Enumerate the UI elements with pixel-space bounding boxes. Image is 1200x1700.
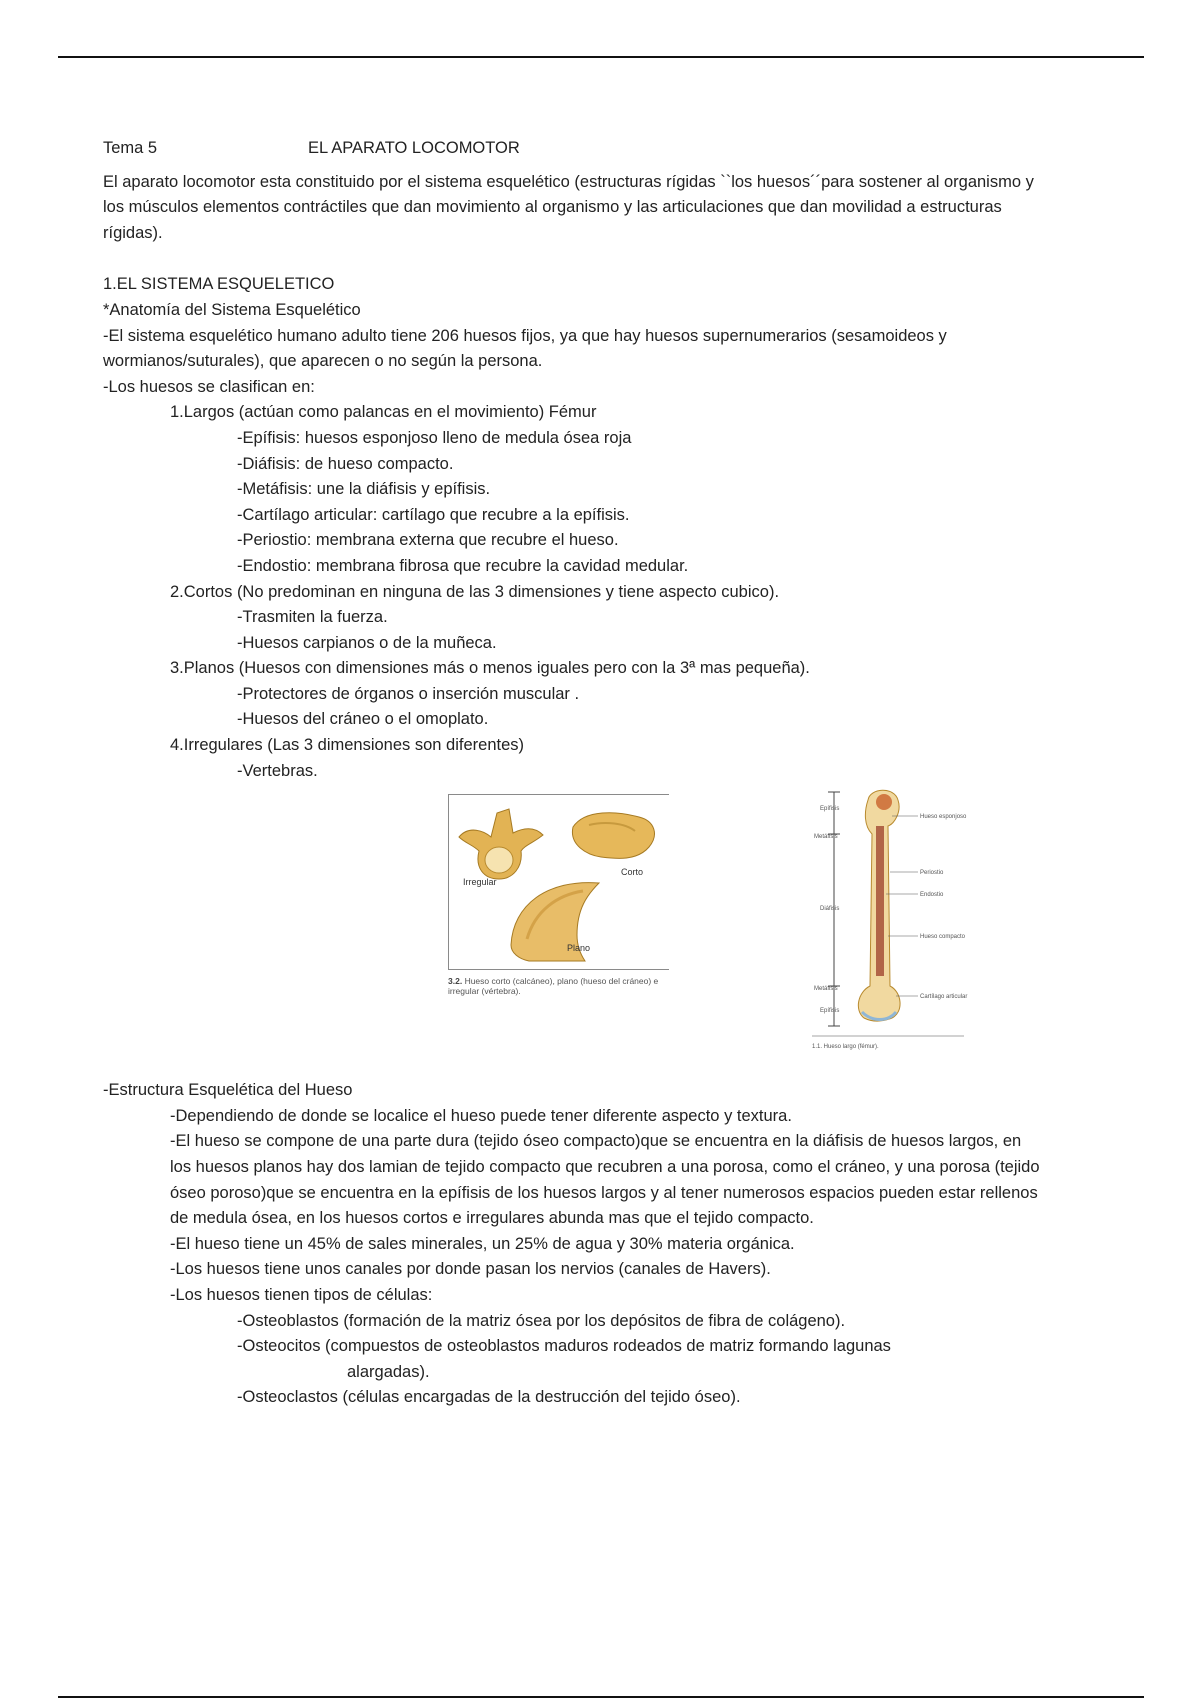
femur-label-left: Epífisis [820,806,840,813]
irregulares-item: -Vertebras. [237,761,318,780]
section2-heading: -Estructura Esquelética del Hueso [103,1081,353,1100]
vertebra-illustration [459,809,543,879]
planos-item: -Huesos del cráneo o el omoplato. [237,710,489,729]
structure-point: -El hueso tiene un 45% de sales minerales, un 25% de agua y 30% materia orgánica. [170,1234,795,1253]
cortos-item: -Trasmiten la fuerza. [237,608,388,627]
femur-label-left: Diáfisis [820,906,840,913]
topic-number: Tema 5 [103,139,158,157]
type-cortos: 2.Cortos (No predominan en ninguna de las 3 dimensiones y tiene aspecto cubico). [170,582,780,601]
cell-type: -Osteocitos (compuestos de osteoblastos maduros rodeados de matriz formando lagunas [237,1337,891,1356]
structure-point: -Dependiendo de donde se localice el hueso puede tener diferente aspecto y textura. [170,1106,792,1125]
bone-types-caption: 3.2. Hueso corto (calcáneo), plano (hueso del cráneo) e irregular (vértebra). [448,976,659,997]
bone-types-figure [448,794,670,996]
femur-label-left: Epífisis [820,1008,840,1015]
femur-label-left: Metáfisis [814,986,838,993]
largos-item: -Epífisis: huesos esponjoso lleno de medula ósea roja [237,428,632,447]
label-irregular: Irregular [463,877,497,888]
largos-item: -Periostio: membrana externa que recubre el hueso. [237,531,619,550]
title-row [103,136,1043,162]
largos-item: -Cartílago articular: cartílago que recubre a la epífisis. [237,505,630,524]
type-largos: 1.Largos (actúan como palancas en el movimiento) Fémur [170,403,597,422]
figures-row [103,784,1043,1078]
cortos-item: -Huesos carpianos o de la muñeca. [237,633,497,652]
label-plano: Plano [567,943,591,954]
cell-type-continuation: alargadas). [347,1362,430,1381]
document-page [103,136,1043,1411]
intro-paragraph: El aparato locomotor esta constituido por el sistema esquelético (estructuras rígidas ``los huesos´´para sostener al organismo y los músculos elementos contráctiles que dan movimiento al organismo y las articulaciones que dan movilidad a estructuras rígidas). [103,172,1034,242]
femur-label-right: Hueso esponjoso [920,814,967,821]
largos-item: -Diáfisis: de hueso compacto. [237,454,454,473]
femur-label-left: Metáfisis [814,834,838,841]
femur-caption: 1.1. Hueso largo (fémur). [812,1044,879,1051]
classification-intro: -Los huesos se clasifican en: [103,377,315,396]
largos-item: -Endostio: membrana fibrosa que recubre la cavidad medular. [237,556,689,575]
femur-label-right: Periostio [920,870,944,877]
calcaneus-illustration [572,813,654,859]
label-corto: Corto [621,867,644,878]
section1-heading: 1.EL SISTEMA ESQUELETICO [103,275,335,294]
femur-label-right: Hueso compacto [920,934,966,941]
type-planos: 3.Planos (Huesos con dimensiones más o menos iguales pero con la 3ª mas pequeña). [170,659,810,678]
page-title: EL APARATO LOCOMOTOR [308,139,520,157]
bone-types-image [448,794,669,970]
structure-point: -Los huesos tiene unos canales por donde pasan los nervios (canales de Havers). [170,1260,771,1279]
structure-point: -Los huesos tienen tipos de células: [170,1286,433,1304]
bottom-rule [58,1696,1144,1698]
femur-label-right: Cartílago articular [920,994,968,1001]
bone-count-paragraph: -El sistema esquelético humano adulto tiene 206 huesos fijos, ya que hay huesos supernumerarios (sesamoideos y wormianos/suturales), que aparecen o no según la persona. [103,326,947,371]
femur-illustration [858,790,900,1021]
top-rule [58,56,1144,58]
section1-subheading: *Anatomía del Sistema Esquelético [103,300,361,319]
cell-type: -Osteoclastos (células encargadas de la destrucción del tejido óseo). [237,1388,741,1407]
largos-item: -Metáfisis: une la diáfisis y epífisis. [237,480,491,499]
type-irregulares: 4.Irregulares (Las 3 dimensiones son diferentes) [170,736,525,755]
femur-label-right: Endostio [920,892,944,899]
cell-type: -Osteoblastos (formación de la matriz ósea por los depósitos de fibra de colágeno). [237,1311,846,1330]
planos-item: -Protectores de órganos o inserción muscular . [237,684,580,703]
structure-point: -El hueso se compone de una parte dura (tejido óseo compacto)que se encuentra en la diáfisis de huesos largos, en los huesos planos hay dos lamian de tejido compacto que recubren a una porosa, como el cráneo, y una porosa (tejido óseo poroso)que se encuentra en la epífisis de los huesos largos y al tener numerosos espacios pueden estar rellenos de medula ósea, en los huesos cortos e irregulares abunda mas que el tejido compacto. [170,1132,1040,1228]
femur-figure [808,786,968,1056]
